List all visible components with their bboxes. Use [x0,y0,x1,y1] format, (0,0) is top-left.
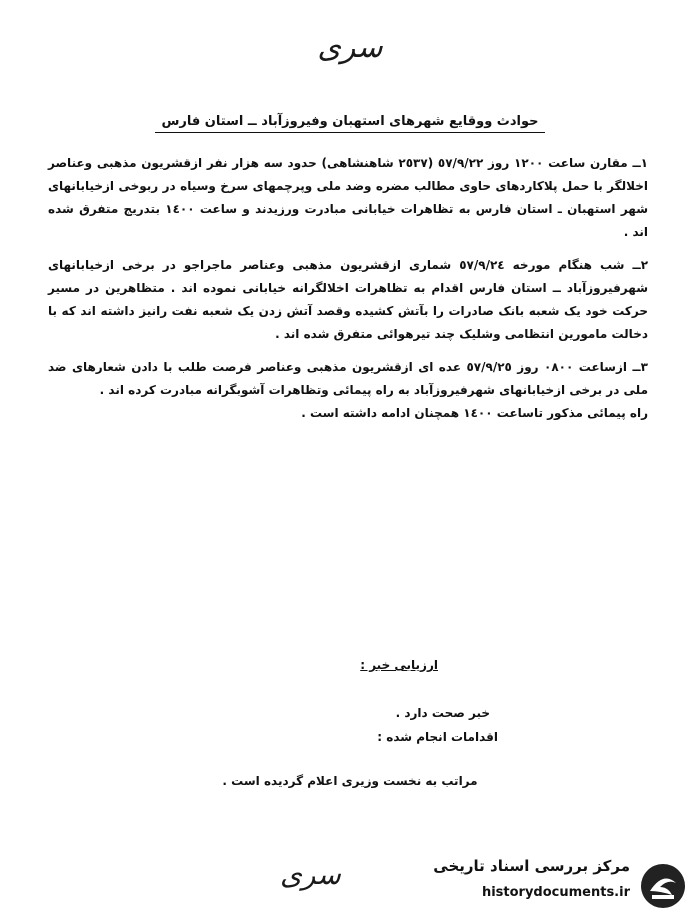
evaluation-value: خبر صحت دارد . [395,706,490,720]
paragraph-1: ١ــ مقارن ساعت ١٢٠٠ روز ٥٧/٩/٢٢ (٢٥٣٧ شاهنشاهی) حدود سه هزار نفر ازقشریون مذهبی وعناصر اخلالگر با حمل پلاکاردهای حاوی مطالب مضره وضد ملی وپرچمهای سرخ وسیاه در ربوخی ازخیابانهای شهر استهبان ـ استان فارس به تظاهرات خیابانی مبادرت ورزیدند و ساعت ١٤٠٠ بتدریج متفرق شده اند . [48,156,649,239]
paragraph-2: ٢ــ شب هنگام مورخه ٥٧/٩/٢٤ شماری ازقشریون مذهبی وعناصر ماجراجو در برخی ازخیابانهای شهرفیروزآباد ــ استان فارس اقدام به تظاهرات اخلالگرانه خیابانی نموده اند . متظاهرین در مسیر حرکت خود یک شعبه بانک صادرات را بآتش کشیده وقصد آتش زدن یک شعبه نفت رانیز داشته اند که با دخالت مامورین انتظامی وشلیک چند تیرهوائی متفرق شده اند . [48,258,649,341]
report-body [48,152,648,435]
watermark-org-name: مرکز بررسی اسناد تاریخی [433,857,630,875]
archive-logo-icon [638,861,688,911]
evaluation-label: ارزیابی خبر : [360,658,438,672]
watermark-url: historydocuments.ir [481,885,630,900]
document-title: حوادث ووقایع شهرهای استهبان وفیروزآباد ــ استان فارس [155,114,544,133]
paragraph-3: ٣ــ ازساعت ٠٨٠٠ روز ٥٧/٩/٢٥ عده ای ازقشریون مذهبی وعناصر فرصت طلب با دادن شعارهای ضد ملی در برخی ازخیابانهای شهرفیروزآباد به راه پیمائی وتظاهرات آشوبگرانه مبادرت کرده اند . [48,360,648,397]
watermark [430,855,692,915]
paragraph-4: راه پیمائی مذکور تاساعت ١٤٠٠ همچنان ادامه داشته است . [301,406,648,420]
classification-stamp-bottom: سری [280,858,341,891]
actions-label: اقدامات انجام شده : [377,730,498,744]
final-statement: مراتب به نخست وزیری اعلام گردیده است . [222,774,478,788]
classification-stamp-top: سری [317,30,383,65]
title-wrap [0,110,700,133]
